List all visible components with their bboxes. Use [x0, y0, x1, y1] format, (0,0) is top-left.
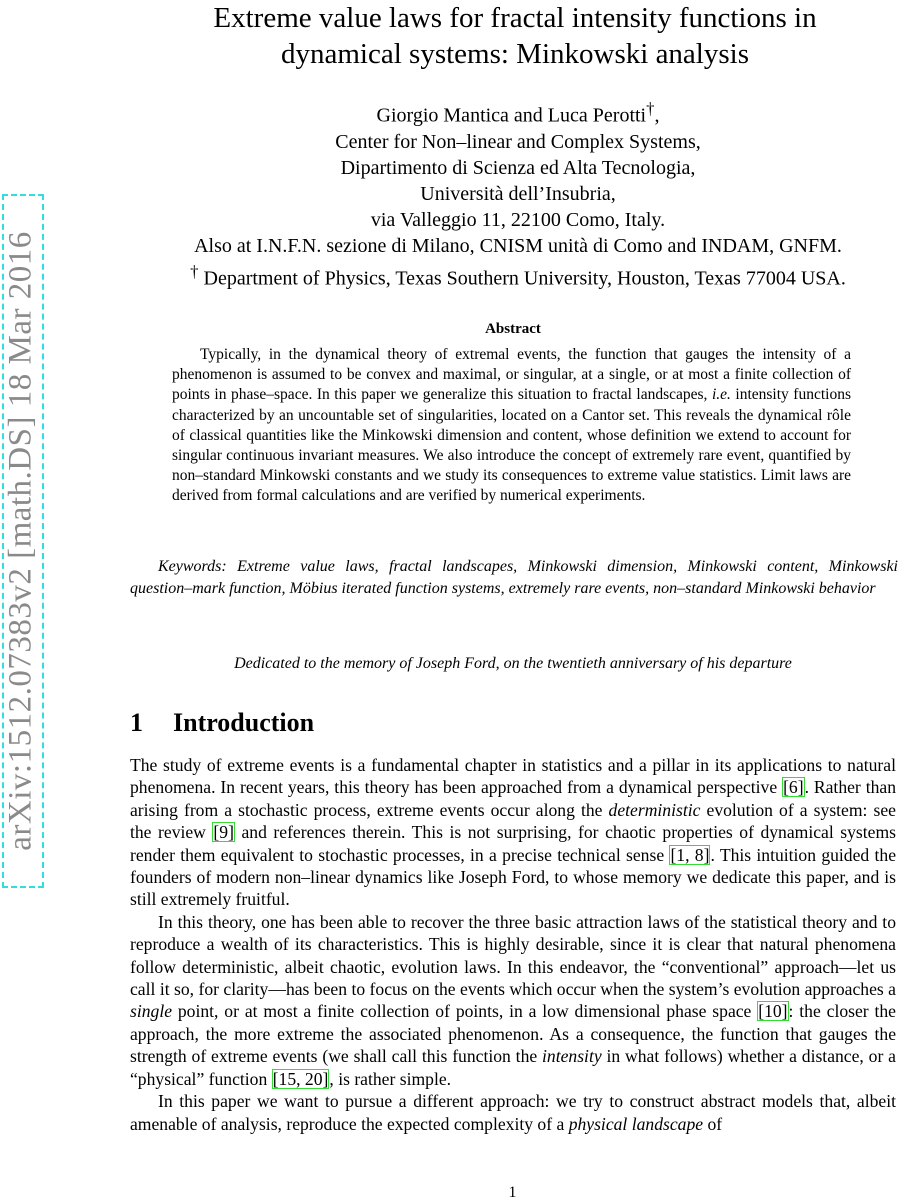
keywords: Keywords: Extreme value laws, fractal landscapes, Minkowski dimension, Minkowski content, Minkowski question–mark function, Möbius iterated function systems, extremely rare events, non–standard Minkowski behavior: [130, 558, 898, 597]
dagger-mark: †: [190, 261, 199, 281]
citation-link[interactable]: [1, 8]: [670, 844, 710, 865]
section-title: Introduction: [173, 708, 315, 737]
affiliation-line: Università dell’Insubria,: [420, 182, 616, 205]
affiliation-line: via Valleggio 11, 22100 Como, Italy.: [370, 208, 666, 231]
citation-link[interactable]: [10]: [758, 1001, 788, 1022]
paragraph: The study of extreme events is a fundamental chapter in statistics and a pillar in its applications to natural phenomena. In recent years, this theory has been approached from a dynamical perspective [6]. Rather than arising from a stochastic process, extreme events occur along the deterministic evolution of a system: see the review [9] and references therein. This is not surprising, for chaotic properties of dynamical systems render them equivalent to stochastic processes, in a precise technical sense [1, 8]. This intuition guided the founders of modern non–linear dynamics like Joseph Ford, to whose memory we dedicate this paper, and is still extremely fruitful.: [130, 755, 896, 910]
title-line-1: Extreme value laws for fractal intensity functions in: [213, 2, 817, 34]
paper-title: [130, 0, 900, 72]
affiliation-line: † Department of Physics, Texas Southern University, Houston, Texas 77004 USA.: [190, 261, 846, 290]
page-number: 1: [508, 1184, 517, 1201]
author-names: Giorgio Mantica and Luca Perotti†,: [376, 99, 660, 127]
affiliation-line: Dipartimento di Scienza ed Alta Tecnologia,: [340, 156, 696, 179]
abstract-text: Typically, in the dynamical theory of extremal events, the function that gauges the intensity of a phenomenon is assumed to be convex and maximal, or singular, at a single, or at most a finite collection of points in phase–space. In this paper we generalize this situation to fractal landscapes, i.e. intensity functions characterized by an uncountable set of singularities, located on a Cantor set. This reveals the dynamical rôle of classical quantities like the Minkowski dimension and content, whose definition we extend to account for singular continuous invariant measures. We also introduce the concept of extremely rare event, quantified by non–standard Minkowski constants and we study its consequences to extreme value statistics. Limit laws are derived from formal calculations and are verified by numerical experiments.: [172, 346, 851, 505]
dagger-mark: †: [646, 99, 655, 118]
abstract-heading: Abstract: [485, 321, 541, 337]
citation-link[interactable]: [6]: [783, 777, 804, 798]
paragraph: In this paper we want to pursue a different approach: we try to construct abstract models that, albeit amenable of analysis, reproduce the expected complexity of a physical landscape of: [130, 1091, 896, 1134]
dedication: Dedicated to the memory of Joseph Ford, on the twentieth anniversary of his departure: [234, 655, 792, 672]
title-line-2: dynamical systems: Minkowski analysis: [281, 38, 749, 70]
affiliation-line: Also at I.N.F.N. sezione di Milano, CNISM unità di Como and INDAM, GNFM.: [194, 234, 842, 257]
affiliation-line: Center for Non–linear and Complex Systems,: [335, 130, 701, 153]
citation-link[interactable]: [15, 20]: [272, 1068, 329, 1089]
citation-link[interactable]: [9]: [213, 822, 234, 843]
arxiv-stamp[interactable]: arXiv:1512.07383v2 [math.DS] 18 Mar 2016: [2, 231, 39, 851]
body-text: [130, 754, 896, 1135]
author-block: [130, 96, 905, 291]
section-heading: [130, 706, 314, 740]
section-number: 1: [130, 708, 143, 737]
paragraph: In this theory, one has been able to recover the three basic attraction laws of the statistical theory and to reproduce a wealth of its characteristics. This is highly desirable, since it is clear that natural phenomena follow deterministic, albeit chaotic, evolution laws. In this endeavor, the “conventional” approach—let us call it so, for clarity—has been to focus on the events which occur when the system’s evolution approaches a single point, or at most a finite collection of points, in a low dimensional phase space [10]: the closer the approach, the more extreme the associated phenomenon. As a consequence, the function that gauges the strength of extreme events (we shall call this function the intensity in what follows) whether a distance, or a “physical” function [15, 20], is rather simple.: [130, 911, 896, 1089]
